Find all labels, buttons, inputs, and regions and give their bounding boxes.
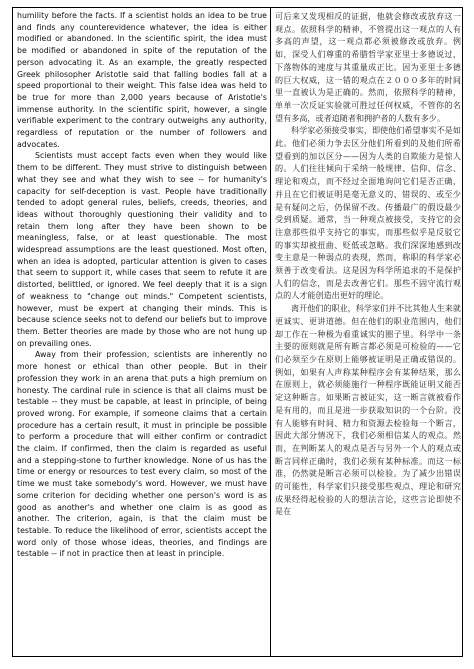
english-paragraph-1: humility before the facts. If a scientist holds an idea to be true and finds any counterevidence whatever, the idea is either modified or abandoned. In the scientific spirit, the idea must be modified or abandoned in spite of the reputation of the person advocating it. As an example, the greatly respected Greek philosopher Aristotle said that falling bodies fall at a speed proportional to their weight. This false idea was held to be true for more than 2,000 years because of Aristotle's immense authority. In the scientific spirit, however, a single verifiable experiment to the contrary outweighs any authority, regardless of reputation or the number of followers and advocates. bbox=[17, 11, 267, 149]
chinese-paragraph-1: 可后来又发现相反的证据，他就会修改或放弃这一观点。依照科学的精神，不管提出这一观点的人有多高的声望，这一观点都必须被修改或放弃。例如，深受人们尊重的希腊哲学家亚里士多德说过，下落物体的速度与其重量成正比。因为亚里士多德的巨大权威，这一错的观点在２０００多年的时间里一直被认为是正确的。然而，依照科学的精神，单单一次反证实验就可胜过任何权威，不管你的名望有多高，或者追随者和拥护者的人数有多少。 bbox=[275, 11, 461, 123]
chinese-paragraph-2: 科学家必须接受事实，即使他们希望事实不是如此。他们必须力争去区分他们所看到的及他们所希望看到的加以区分——因为人类的自欺能力是惊人的。人们往往倾向于采纳一般规律、信仰、信念、理论和观点，而不经过全面地询问它们是否正确，并且在它们被证明是毫无意义的、错误的、或至少是有疑问之后，仍保留不改。传播最广的假设最少受到质疑。通常，当一种观点被接受，支持它的会注意那些似乎支持它的事实，而那些似乎是反驳它的事实却被扭曲、贬低或忽略。我们深深地感到改变主意是一种弱点的表现，然而，称职的科学家必须善于改变看法。这是因为科学所追求的不是保护人们的信念，而是去改善它们。那些不固守流行观点的人才能创造出更好的理论。 bbox=[275, 125, 461, 301]
bilingual-text-page bbox=[12, 7, 463, 657]
chinese-paragraph-3: 离开他们的职业，科学家们并不比其他人生来就更诚实、更讲道德。但在他们的职业范围内，他们却工作在一种极为看重诚实的圈子里。科学中一条主要的原则就是所有断言都必须是可检验的——它们必须至少在原则上能够被证明是正确或错误的。例如，如果有人声称某种程序会有某种结果，那么在原则上，就必须能施行一种程序既能证明又能否定这种断言。如果断言被证实，这一断言就被看作是有用的，而且是进一步获取知识的一个台阶。没有人能够有时间、精力和资源去检验每一个断言，因此大部分情况下，我们必须相信某人的观点。然而，在判断某人的观点是否与另外一个人的观点或断言同样正确时，我们必须有某种标准。而这一标准，仍然就是断言必须可以检验。为了减少出错误的可能性，科学家们只接受那些观点、理论和研究成果经得起检验的人的想法言论，这些言论即使不是在 bbox=[275, 303, 461, 517]
english-column bbox=[17, 10, 267, 656]
chinese-column bbox=[275, 10, 461, 656]
english-paragraph-2: Scientists must accept facts even when they would like them to be different. They must strive to distinguish between what they see and what they wish to see -- for humanity's capacity for self-deception is vast. People have traditionally tended to adopt general rules, beliefs, creeds, theories, and ideas without thoroughly questioning their validity and to retain them long after they have been shown to be meaningless, false, or at least questionable. The most widespread assumptions are the least questioned. Most often, when an idea is adopted, particular attention is given to cases that seem to support it, while cases that seem to refute it are distorted, belittled, or ignored. We feel deeply that it is a sign of weakness to "change out minds." Competent scientists, however, must be expert at changing their minds. This is because science seeks not to defend our beliefs but to improve them. Better theories are made by those who are not hung up on prevailing ones. bbox=[17, 151, 267, 348]
two-column-table bbox=[12, 7, 463, 657]
column-divider bbox=[270, 8, 271, 656]
english-paragraph-3: Away from their profession, scientists are inherently no more honest or ethical than other people. But in their profession they work in an arena that puts a high premium on honesty. The cardinal rule in science is that all claims must be testable -- they must be capable, at least in principle, of being proved wrong. For example, if someone claims that a certain procedure has a certain result, it must in principle be possible to perform a procedure that will either confirm or contradict the claim. If confirmed, then the claim is regarded as useful and a stepping-stone to further knowledge. None of us has the time or energy or resources to test every claim, so most of the time we must take somebody's word. However, we must have some criterion for deciding whether one person's word is as good as another's and whether one claim is as good as another. The criterion, again, is that the claim must be testable. To reduce the likelihood of error, scientists accept the word only of those whose ideas, theories, and findings are testable -- if not in practice then at least in principle. bbox=[17, 350, 267, 559]
